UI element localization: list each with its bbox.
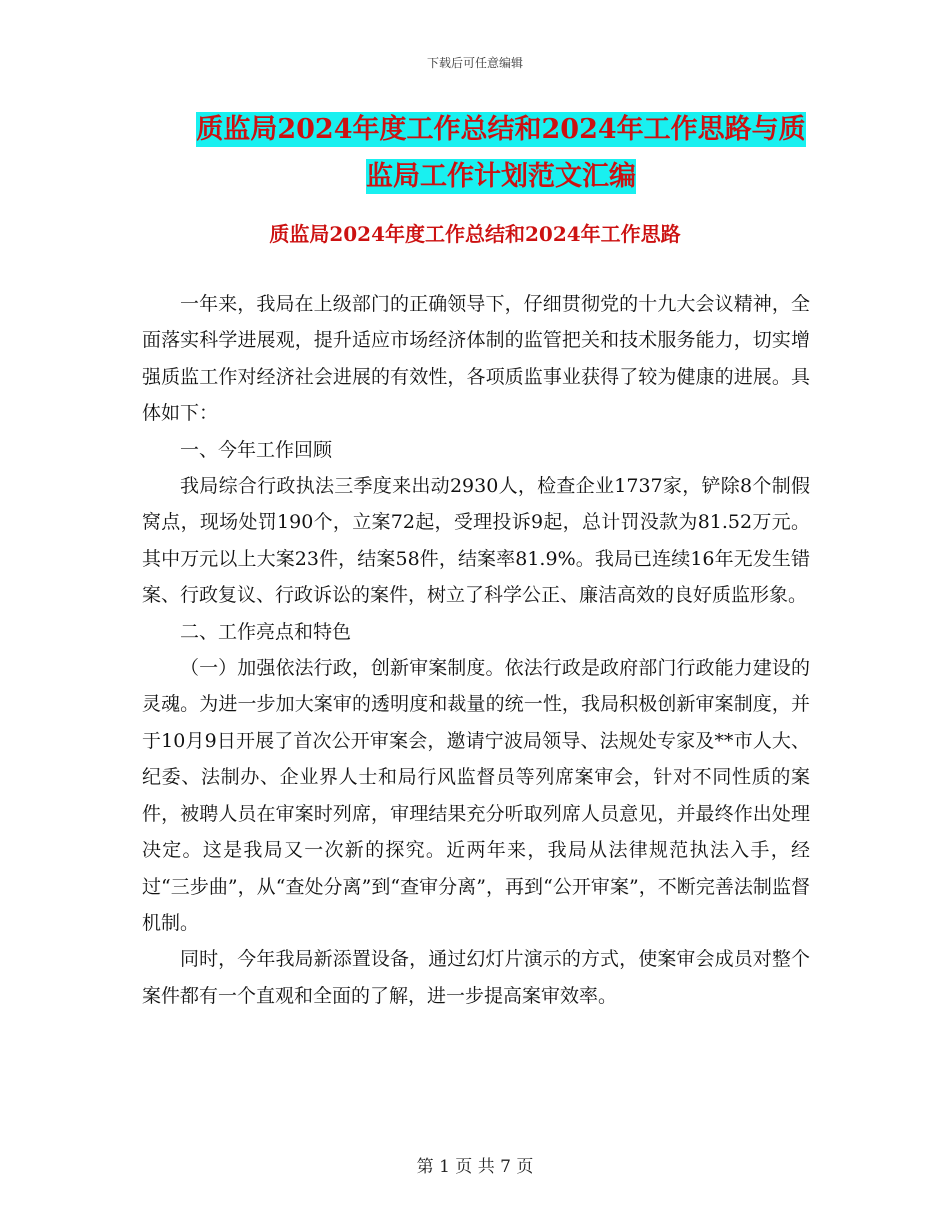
heading-review: 一、今年工作回顾 <box>180 438 333 461</box>
paragraph-intro: 一年来，我局在上级部门的正确领导下，仔细贯彻党的十九大会议精神，全面落实科学进展观，提升适应市场经济体制的监管把关和技术服务能力，切实增强质监工作对经济社会进展的有效性，各项质监事业获得了较为健康的进展。具体如下： <box>142 293 810 425</box>
document-title-text: 质监局2024年度工作总结和2024年工作思路与质监局工作计划范文汇编 <box>196 114 806 192</box>
paragraph-law-enforcement: （一）加强依法行政，创新审案制度。依法行政是政府部门行政能力建设的灵魂。为进一步加大案审的透明度和裁量的统一性，我局积极创新审案制度，并于10月9日开展了首次公开审案会，邀请宁波局领导、法规处专家及**市人大、纪委、法制办、企业界人士和局行风监督员等列席案审会，针对不同性质的案件，被聘人员在审案时列席，审理结果充分听取列席人员意见，并最终作出处理决定。这是我局又一次新的探究。近两年来，我局从法律规范执法入手，经过“三步曲”，从“查处分离”到“查审分离”，再到“公开审案”，不断完善法制监督机制。 <box>142 657 810 934</box>
paragraph-equipment: 同时，今年我局新添置设备，通过幻灯片演示的方式，使案审会成员对整个案件都有一个直观和全面的了解，进一步提高案审效率。 <box>142 948 810 1007</box>
section-title: 质监局2024年度工作总结和2024年工作思路 <box>269 222 681 246</box>
header-note: 下载后可任意编辑 <box>426 56 523 70</box>
page-number-footer: 第 1 页 共 7 页 <box>416 1157 534 1177</box>
heading-highlights: 二、工作亮点和特色 <box>180 620 352 643</box>
document-body <box>142 286 810 1014</box>
paragraph-statistics: 我局综合行政执法三季度来出动2930人，检查企业1737家，铲除8个制假窝点，现场处罚190个，立案72起，受理投诉9起，总计罚没款为81.52万元。其中万元以上大案23件，结案58件，结案率81.9%。我局已连续16年无发生错案、行政复议、行政诉讼的案件，树立了科学公正、廉洁高效的良好质监形象。 <box>142 475 810 607</box>
document-title <box>196 106 806 200</box>
